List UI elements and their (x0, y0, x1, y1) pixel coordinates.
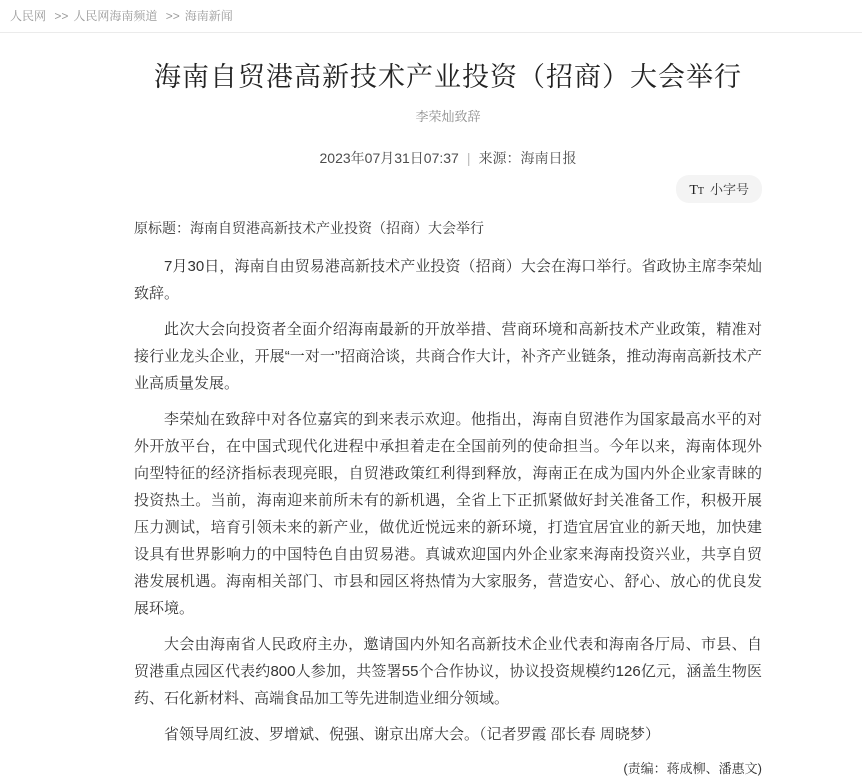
breadcrumb-separator: >> (54, 9, 69, 23)
article-subtitle: 李荣灿致辞 (415, 109, 481, 124)
article (134, 60, 762, 777)
article-paragraph: 省领导周红波、罗增斌、倪强、谢京出席大会。（记者罗霞 邵长春 周晓梦） (164, 726, 660, 743)
article-paragraph: 7月30日，海南自由贸易港高新技术产业投资（招商）大会在海口举行。省政协主席李荣灿致辞。 (134, 258, 762, 302)
article-paragraph: 大会由海南省人民政府主办，邀请国内外知名高新技术企业代表和海南各厅局、市县、自贸港重点园区代表约800人参加，共签署55个合作协议，协议投资规模约126亿元，涵盖生物医药、石化新材料、高端食品加工等先进制造业细分领域。 (134, 636, 762, 707)
original-title: 原标题：海南自贸港高新技术产业投资（招商）大会举行 (134, 220, 484, 236)
breadcrumb-separator: >> (165, 9, 180, 23)
editors-note: (责编：蒋成柳、潘惠文) (623, 761, 762, 776)
article-body (134, 253, 762, 748)
source-link[interactable]: 海南日报 (520, 150, 577, 166)
breadcrumb-link[interactable]: 海南新闻 (184, 9, 233, 23)
article-paragraph: 李荣灿在致辞中对各位嘉宾的到来表示欢迎。他指出，海南自贸港作为国家最高水平的对外开放平台，在中国式现代化进程中承担着走在全国前列的使命担当。今年以来，海南体现外向型特征的经济指标表现亮眼，自贸港政策红利得到释放，海南正在成为国内外企业家青睐的投资热土。当前，海南迎来前所未有的新机遇，全省上下正抓紧做好封关准备工作，积极开展压力测试，培育引领未来的新产业，做优近悦远来的新环境，打造宜居宜业的新天地，加快建设具有世界影响力的中国特色自由贸易港。真诚欢迎国内外企业家来海南投资兴业，共享自贸港发展机遇。海南相关部门、市县和园区将热情为大家服务，营造安心、舒心、放心的优良发展环境。 (134, 411, 762, 617)
article-paragraph: 此次大会向投资者全面介绍海南最新的开放举措、营商环境和高新技术产业政策，精准对接行业龙头企业，开展“一对一”招商洽谈，共商合作大计，补齐产业链条，推动海南高新技术产业高质量发展。 (134, 321, 762, 392)
breadcrumb-link[interactable]: 人民网 (10, 9, 47, 23)
breadcrumb (0, 0, 862, 33)
font-size-button[interactable] (676, 175, 762, 203)
page-title: 海南自贸港高新技术产业投资（招商）大会举行 (154, 62, 742, 92)
publish-datetime: 2023年07月31日07:37 (319, 150, 459, 166)
article-toolbar (134, 175, 762, 201)
meta-separator: | (466, 150, 471, 166)
article-meta (134, 148, 762, 168)
font-size-icon: TT (689, 183, 704, 198)
source-label: 来源： (478, 150, 521, 166)
font-size-button-label: 小字号 (709, 182, 749, 197)
breadcrumb-link[interactable]: 人民网海南频道 (73, 9, 158, 23)
